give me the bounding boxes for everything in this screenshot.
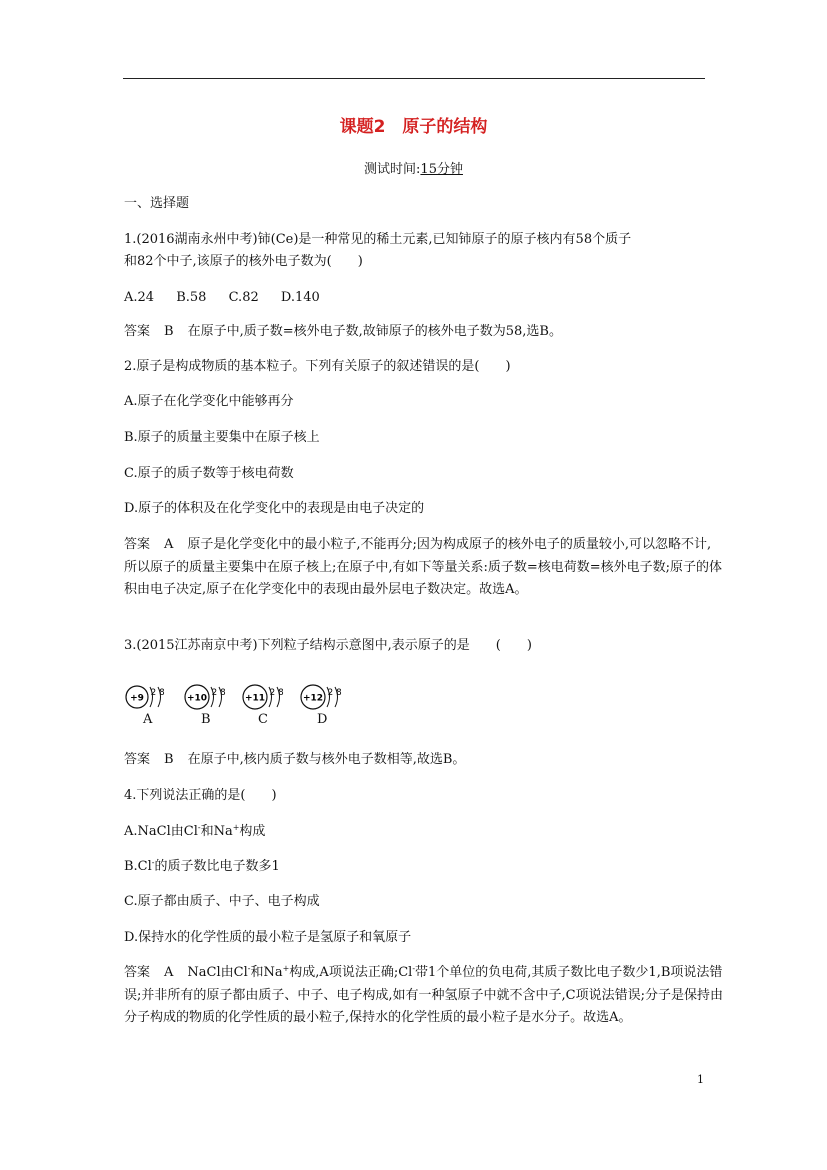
answer-explanation: 在原子中,核内质子数与核外电子数相等,故选B。 [187, 752, 466, 767]
answer-explanation-part: 带1个单位的负电荷,其质子数比电子数少1,B项说法错误;并非所有的原子都由质子、中子、电子构成,如有一种氢原子中就不含中子,C项说法错误;分子是保持由分子构成的物质的化学性质的最小粒子,保持水的化学性质的最小粒子是水分子。故选A。 [124, 965, 723, 1025]
section-heading: 一、选择题 [124, 196, 190, 211]
q4-option-a-text-1: A.NaCl由Cl [124, 824, 198, 839]
q4-option-b [124, 856, 280, 878]
q4-stem: 4.下列说法正确的是( ) [124, 788, 277, 803]
shell-2-electrons: 8 [336, 688, 342, 698]
atom-diagram-c [241, 683, 295, 711]
charge-superscript: - [247, 964, 251, 973]
diagram-label-d: D [317, 712, 328, 727]
atom-diagram-d [299, 683, 353, 711]
q1-option-a: A.24 [124, 290, 155, 305]
shell-1-electrons: 2 [327, 688, 334, 698]
q1-stem-line1: 1.(2016湖南永州中考)铈(Ce)是一种常见的稀土元素,已知铈原子的原子核内有58个质子 [124, 232, 632, 247]
q4-option-c: C.原子都由质子、中子、电子构成 [124, 894, 320, 909]
q2-option-b: B.原子的质量主要集中在原子核上 [124, 430, 320, 445]
test-time-value: 15分钟 [420, 162, 463, 177]
test-time [0, 158, 827, 177]
nucleus-charge: +10 [186, 693, 208, 704]
answer-label: 答案 [124, 324, 151, 339]
answer-key: A [164, 537, 174, 552]
page-number: 1 [697, 1073, 704, 1086]
diagram-label-c: C [258, 712, 268, 727]
nucleus-charge: +11 [244, 693, 266, 704]
diagram-label-b: B [201, 712, 211, 727]
q1-stem-line2: 和82个中子,该原子的核外电子数为( ) [124, 254, 363, 269]
q4-option-b-text-1: B.Cl [124, 859, 152, 874]
shell-1-electrons: 2 [269, 688, 276, 698]
atom-diagram-b [183, 683, 237, 711]
q4-option-b-text-2: 的质子数比电子数多1 [154, 859, 280, 874]
nucleus-charge: +12 [302, 693, 324, 704]
answer-explanation-part: NaCl由Cl [187, 965, 248, 980]
test-time-label: 测试时间: [364, 162, 421, 177]
answer-explanation: 在原子中,质子数=核外电子数,故铈原子的核外电子数为58,选B。 [187, 324, 562, 339]
diagram-label-a: A [143, 712, 153, 727]
q3-answer [124, 749, 465, 771]
q1-option-c: C.82 [228, 290, 259, 305]
q1-option-b: B.58 [176, 290, 207, 305]
charge-superscript: + [232, 823, 240, 832]
q4-option-a-text-2: 和Na [200, 824, 233, 839]
page-title: 课题2 原子的结构 [339, 117, 488, 137]
shell-2-electrons: 8 [159, 688, 165, 698]
charge-superscript: - [412, 964, 416, 973]
q1-option-d: D.140 [280, 290, 320, 305]
answer-key: A [164, 965, 174, 980]
q2-answer [124, 534, 724, 602]
nucleus-charge: +9 [130, 693, 144, 704]
answer-key: B [164, 752, 174, 767]
answer-label: 答案 [124, 752, 151, 767]
shell-2-electrons: 8 [278, 688, 284, 698]
shell-1-electrons: 2 [211, 688, 218, 698]
header-rule [123, 78, 705, 79]
charge-superscript: - [151, 858, 155, 867]
q4-answer [124, 962, 724, 1030]
q2-option-a: A.原子在化学变化中能够再分 [124, 394, 294, 409]
q3-stem: 3.(2015江苏南京中考)下列粒子结构示意图中,表示原子的是 ( ) [124, 638, 532, 653]
q4-option-a [124, 821, 265, 843]
q4-option-d: D.保持水的化学性质的最小粒子是氢原子和氧原子 [124, 930, 412, 945]
answer-explanation-part: 和Na [250, 965, 283, 980]
answer-explanation: 原子是化学变化中的最小粒子,不能再分;因为构成原子的核外电子的质量较小,可以忽略不计,所以原子的质量主要集中在原子核上;在原子中,有如下等量关系:质子数=核电荷数=核外电子数;原子的体积由电子决定,原子在化学变化中的表现由最外层电子数决定。故选A。 [124, 537, 723, 597]
q1-options [124, 287, 338, 309]
q2-option-c: C.原子的质子数等于核电荷数 [124, 466, 294, 481]
charge-superscript: + [282, 964, 290, 973]
charge-superscript: - [197, 823, 201, 832]
q1-answer [124, 321, 562, 343]
q2-stem: 2.原子是构成物质的基本粒子。下列有关原子的叙述错误的是( ) [124, 359, 511, 374]
answer-label: 答案 [124, 965, 151, 980]
q4-option-a-text-3: 构成 [239, 824, 266, 839]
answer-label: 答案 [124, 537, 151, 552]
atom-diagram-a [124, 683, 176, 711]
q2-option-d: D.原子的体积及在化学变化中的表现是由电子决定的 [124, 501, 425, 516]
shell-1-electrons: 2 [150, 688, 157, 698]
shell-2-electrons: 8 [220, 688, 226, 698]
answer-key: B [164, 324, 174, 339]
answer-explanation-part: 构成,A项说法正确;Cl [289, 965, 413, 980]
